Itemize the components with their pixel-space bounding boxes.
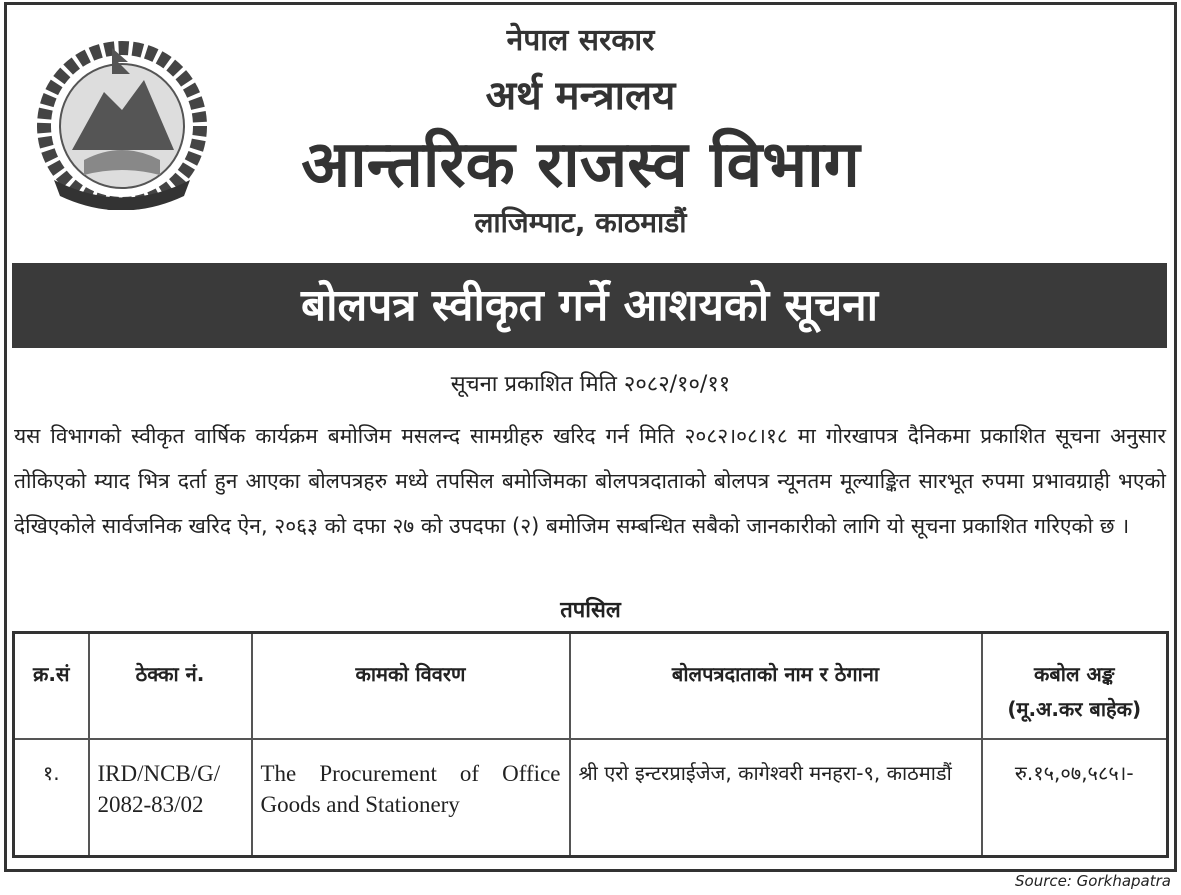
department-address: लाजिम्पाट, काठमाडौं	[474, 206, 687, 239]
cell-sn: १.	[14, 739, 89, 857]
cell-bidder: श्री एरो इन्टरप्राईजेज, कागेश्वरी मनहरा-९, काठमाडौं	[570, 739, 982, 857]
ministry-title: अर्थ मन्त्रालय	[485, 73, 676, 119]
table-row	[14, 739, 1168, 857]
header-amount	[982, 633, 1168, 739]
notice-banner-title: बोलपत्र स्वीकृत गर्ने आशयको सूचना	[12, 263, 1167, 348]
table-header-row	[14, 633, 1168, 739]
notice-body: यस विभागको स्वीकृत वार्षिक कार्यक्रम बमोजिम मसलन्द सामग्रीहरु खरिद गर्न मिति २०८२।०८।१८ मा गोरखापत्र दैनिकमा प्रकाशित सूचना अनुसार तोकिएको म्याद भित्र दर्ता हुन आएका बोलपत्रहरु मध्ये तपसिल बमोजिमका बोलपत्रदाताको बोलपत्र न्यूनतम मूल्याङ्कित सारभूत रुपमा प्रभावग्राही भएको देखिएकोले सार्वजनिक खरिद ऐन, २०६३ को दफा २७ को उपदफा (२) बमोजिम सम्बन्धित सबैको जानकारीको लागि यो सूचना प्रकाशित गरिएको छ ।	[14, 424, 1166, 538]
header-contract-no: ठेक्का नं.	[89, 633, 252, 739]
schedule-heading: तपसिल	[560, 598, 621, 623]
header-sn: क्र.सं	[14, 633, 89, 739]
published-date: सूचना प्रकाशित मिति २०८२/१०/११	[450, 372, 731, 397]
government-title: नेपाल सरकार	[506, 23, 655, 58]
department-title: आन्तरिक राजस्व विभाग	[301, 128, 860, 202]
header-amount-note: (मू.अ.कर बाहेक)	[1007, 697, 1142, 721]
header-amount-label: कबोल अङ्क	[1034, 662, 1115, 686]
header-description: कामको विवरण	[252, 633, 570, 739]
source-credit: Source: Gorkhapatra	[1015, 872, 1171, 890]
cell-amount: रु.१५,०७,५८५।-	[982, 739, 1168, 857]
cell-description: The Procurement of Office Goods and Stationery	[252, 739, 570, 857]
cell-contract-no: IRD/NCB/G/ 2082-83/02	[89, 739, 252, 857]
header-bidder: बोलपत्रदाताको नाम र ठेगाना	[570, 633, 982, 739]
bid-table	[12, 631, 1169, 858]
